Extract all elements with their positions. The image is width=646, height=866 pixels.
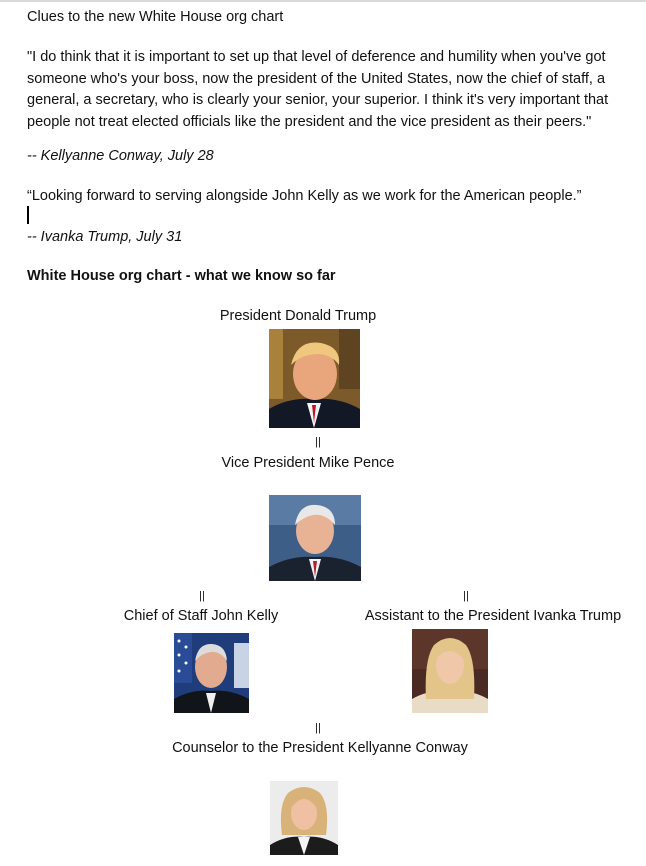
top-border	[0, 0, 646, 2]
page-header: Clues to the new White House org chart	[27, 9, 284, 25]
chief-of-staff-label: Chief of Staff John Kelly	[123, 608, 279, 624]
vice-president-label: Vice President Mike Pence	[221, 455, 395, 471]
quote-conway-attribution: -- Kellyanne Conway, July 28	[27, 148, 214, 164]
separator-2: ||	[199, 590, 205, 602]
separator-4: ||	[315, 722, 321, 734]
separator-3: ||	[463, 590, 469, 602]
president-photo	[269, 329, 360, 428]
counselor-label: Counselor to the President Kellyanne Conway	[172, 740, 468, 756]
org-chart-title: White House org chart - what we know so far	[27, 268, 336, 284]
chief-of-staff-photo	[174, 633, 249, 713]
quote-ivanka-attribution: -- Ivanka Trump, July 31	[27, 229, 183, 245]
assistant-label: Assistant to the President Ivanka Trump	[364, 608, 622, 624]
quote-ivanka: “Looking forward to serving alongside John Kelly as we work for the American people.”	[27, 188, 582, 204]
text-cursor	[27, 206, 29, 224]
assistant-photo	[412, 629, 488, 713]
separator-1: ||	[315, 436, 321, 448]
counselor-photo	[270, 781, 338, 855]
quote-conway: "I do think that it is important to set up that level of deference and humility when you've got someone who's your boss, now the president of the United States, now the chief of staff, a general, a secretary, who is clearly your senior, your superior. I think it's very important that people not treat elected officials like the president and the vice president as their peers."	[27, 49, 609, 130]
vice-president-photo	[269, 495, 361, 581]
president-label: President Donald Trump	[219, 308, 377, 324]
